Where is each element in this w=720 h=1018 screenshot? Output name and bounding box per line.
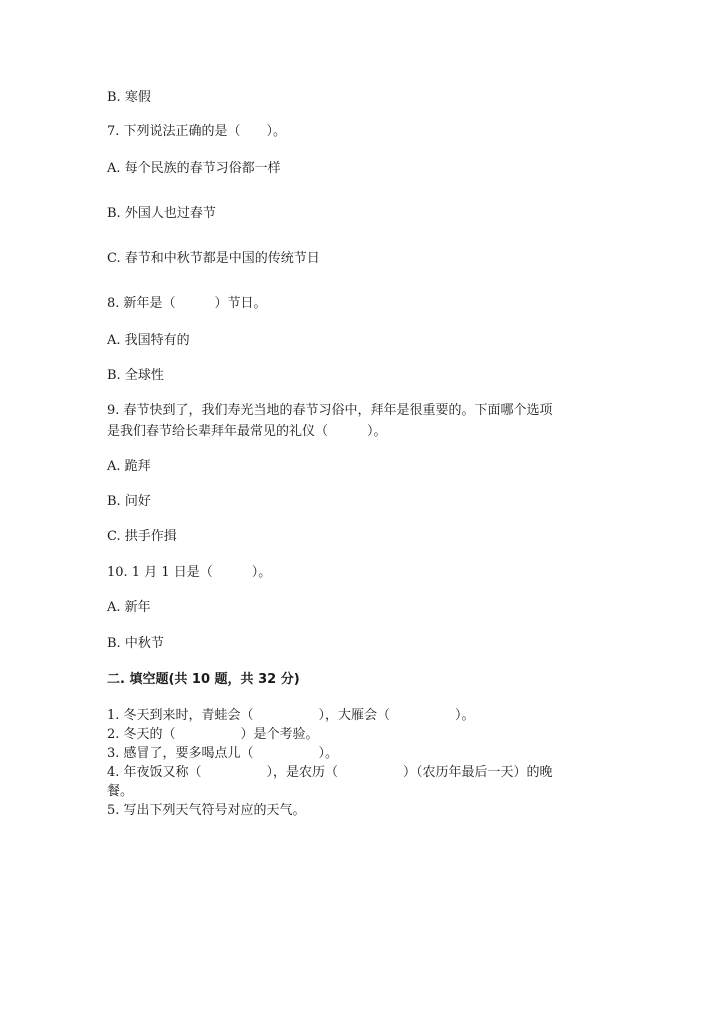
fill-item-3: 3. 感冒了，要多喝点儿（ ）。	[107, 746, 339, 761]
q9-stem-line2: 是我们春节给长辈拜年最常见的礼仪（ ）。	[107, 424, 387, 439]
q10-stem: 10. 1 月 1 日是（ ）。	[107, 565, 272, 580]
q7-option-c: C. 春节和中秋节都是中国的传统节日	[107, 251, 320, 266]
q10-option-a: A. 新年	[107, 600, 151, 615]
fill-item-1: 1. 冬天到来时，青蛙会（ ），大雁会（ ）。	[107, 708, 475, 723]
q9-stem-line1: 9. 春节快到了，我们寿光当地的春节习俗中，拜年是很重要的。下面哪个选项	[107, 403, 553, 418]
q9-option-c: C. 拱手作揖	[107, 529, 177, 544]
q6-option-b: B. 寒假	[107, 90, 151, 105]
q8-option-b: B. 全球性	[107, 368, 164, 383]
q10-option-b: B. 中秋节	[107, 636, 164, 651]
fill-item-4-line2: 餐。	[107, 784, 134, 799]
q7-stem: 7. 下列说法正确的是（ ）。	[107, 124, 287, 139]
fill-item-2: 2. 冬天的（ ）是个考验。	[107, 727, 319, 742]
q9-option-b: B. 问好	[107, 494, 151, 509]
q8-stem: 8. 新年是（ ）节日。	[107, 296, 267, 311]
section-heading-fill: 二. 填空题(共 10 题，共 32 分)	[107, 672, 300, 687]
q7-option-b: B. 外国人也过春节	[107, 206, 216, 221]
q9-option-a: A. 跪拜	[107, 459, 151, 474]
q7-option-a: A. 每个民族的春节习俗都一样	[107, 161, 281, 176]
fill-item-5: 5. 写出下列天气符号对应的天气。	[107, 803, 306, 818]
q8-option-a: A. 我国特有的	[107, 333, 190, 348]
fill-item-4-line1: 4. 年夜饭又称（ ），是农历（ ）（农历年最后一天）的晚	[107, 765, 553, 780]
